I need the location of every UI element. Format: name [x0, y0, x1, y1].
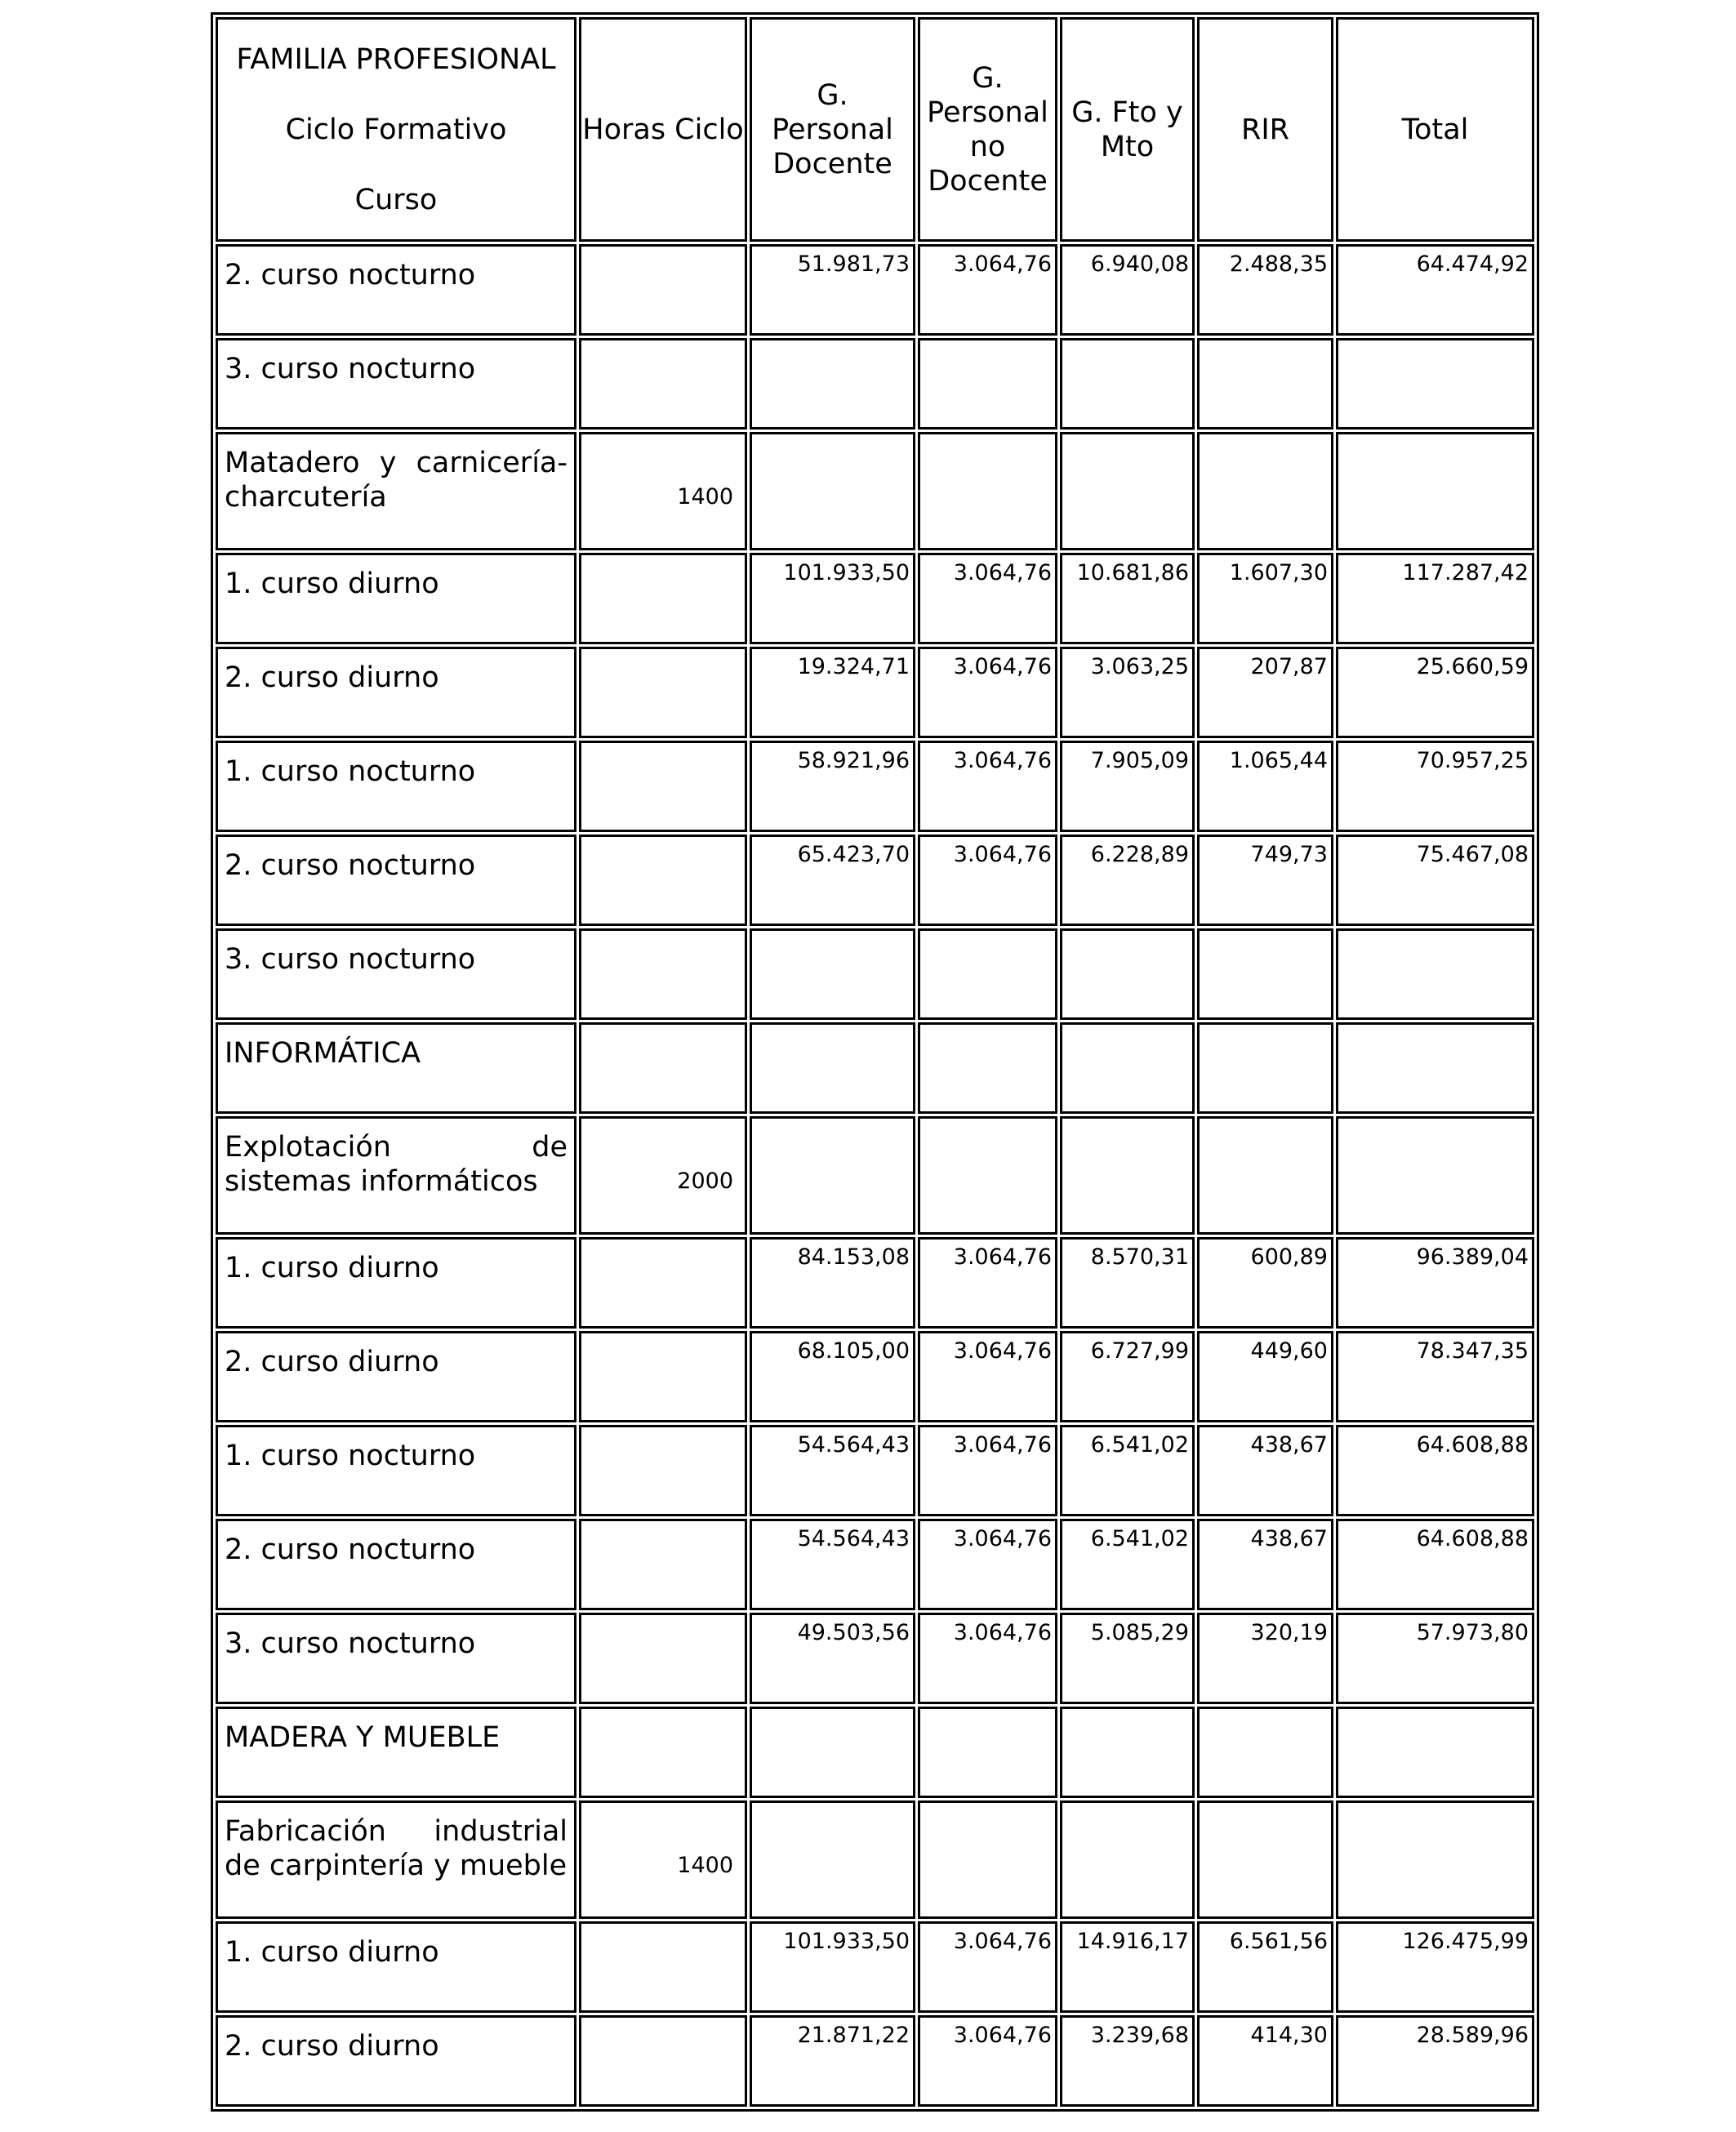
table-row — [216, 1519, 1534, 1610]
gpd-cell: 54.564,43 — [750, 1425, 915, 1516]
row-label: 1. curso diurno — [216, 1921, 576, 2013]
horas-cell: 1400 — [579, 432, 747, 550]
table-row — [216, 835, 1534, 926]
header-total-cell — [1336, 17, 1534, 242]
gpd-cell: 68.105,00 — [750, 1331, 915, 1422]
gfm-cell: 3.063,25 — [1060, 647, 1195, 738]
total-cell — [1336, 928, 1534, 1020]
table-row — [216, 928, 1534, 1020]
gfm-cell: 7.905,09 — [1060, 741, 1195, 832]
total-cell: 96.389,04 — [1336, 1237, 1534, 1329]
gpd-cell: 101.933,50 — [750, 553, 915, 644]
gpd-cell — [750, 1116, 915, 1235]
total-cell: 64.608,88 — [1336, 1425, 1534, 1516]
table-row — [216, 647, 1534, 738]
gpnd-cell: 3.064,76 — [918, 741, 1057, 832]
gpnd-cell: 3.064,76 — [918, 1519, 1057, 1610]
total-cell: 64.474,92 — [1336, 244, 1534, 336]
rir-cell — [1197, 432, 1333, 550]
table-row — [216, 1331, 1534, 1422]
row-label: 1. curso nocturno — [216, 741, 576, 832]
rir-cell: 438,67 — [1197, 1425, 1333, 1516]
row-label: 2. curso diurno — [216, 647, 576, 738]
gpnd-cell — [918, 432, 1057, 550]
gpnd-cell: 3.064,76 — [918, 244, 1057, 336]
row-label: 1. curso diurno — [216, 1237, 576, 1329]
gfm-cell: 5.085,29 — [1060, 1613, 1195, 1704]
rir-cell — [1197, 338, 1333, 430]
gfm-cell: 8.570,31 — [1060, 1237, 1195, 1329]
table-row — [216, 244, 1534, 336]
total-cell: 117.287,42 — [1336, 553, 1534, 644]
row-label: 2. curso diurno — [216, 1331, 576, 1422]
horas-cell — [579, 835, 747, 926]
horas-cell — [579, 1425, 747, 1516]
total-cell: 70.957,25 — [1336, 741, 1534, 832]
header-gpnd-cell — [918, 17, 1057, 242]
total-cell — [1336, 1707, 1534, 1798]
row-label: 2. curso diurno — [216, 2015, 576, 2107]
total-cell: 25.660,59 — [1336, 647, 1534, 738]
horas-cell — [579, 2015, 747, 2107]
gpnd-cell: 3.064,76 — [918, 1613, 1057, 1704]
total-cell — [1336, 338, 1534, 430]
gpnd-cell — [918, 928, 1057, 1020]
gfm-cell: 6.228,89 — [1060, 835, 1195, 926]
table-row — [216, 1425, 1534, 1516]
table-row — [216, 1237, 1534, 1329]
header-gpnd-label: G. Personal no Docente — [927, 61, 1048, 198]
gpd-cell — [750, 1022, 915, 1114]
gfm-cell: 6.541,02 — [1060, 1425, 1195, 1516]
horas-cell — [579, 338, 747, 430]
horas-cell — [579, 928, 747, 1020]
total-cell — [1336, 1022, 1534, 1114]
table-row — [216, 1116, 1534, 1235]
gpd-cell — [750, 338, 915, 430]
total-cell: 75.467,08 — [1336, 835, 1534, 926]
total-cell: 64.608,88 — [1336, 1519, 1534, 1610]
horas-cell — [579, 1707, 747, 1798]
gpnd-cell — [918, 1022, 1057, 1114]
table-row — [216, 1921, 1534, 2013]
gpd-cell: 19.324,71 — [750, 647, 915, 738]
gfm-cell: 6.940,08 — [1060, 244, 1195, 336]
header-gfm-cell — [1060, 17, 1195, 242]
header-total-label: Total — [1401, 113, 1469, 146]
header-familia-label: FAMILIA PROFESIONAL — [236, 42, 556, 76]
horas-cell — [579, 1022, 747, 1114]
gpnd-cell — [918, 338, 1057, 430]
gfm-cell — [1060, 1800, 1195, 1919]
row-label: 2. curso nocturno — [216, 244, 576, 336]
gpd-cell — [750, 928, 915, 1020]
rir-cell: 438,67 — [1197, 1519, 1333, 1610]
horas-cell — [579, 244, 747, 336]
gpnd-cell: 3.064,76 — [918, 1237, 1057, 1329]
gfm-cell — [1060, 1022, 1195, 1114]
horas-cell — [579, 647, 747, 738]
table-row — [216, 1613, 1534, 1704]
gpnd-cell: 3.064,76 — [918, 647, 1057, 738]
row-label: 3. curso nocturno — [216, 1613, 576, 1704]
rir-cell: 2.488,35 — [1197, 244, 1333, 336]
gpd-cell: 51.981,73 — [750, 244, 915, 336]
gpd-cell — [750, 1800, 915, 1919]
budget-table — [211, 12, 1539, 2112]
rir-cell — [1197, 1022, 1333, 1114]
rir-cell: 207,87 — [1197, 647, 1333, 738]
header-gfm-label: G. Fto y Mto — [1071, 96, 1183, 163]
gfm-cell: 14.916,17 — [1060, 1921, 1195, 2013]
row-label: 2. curso nocturno — [216, 1519, 576, 1610]
header-curso-label: Curso — [354, 183, 438, 216]
header-horas-cell — [579, 17, 747, 242]
rir-cell: 749,73 — [1197, 835, 1333, 926]
gfm-cell — [1060, 432, 1195, 550]
table-row — [216, 2015, 1534, 2107]
row-label: 1. curso nocturno — [216, 1425, 576, 1516]
row-label: 1. curso diurno — [216, 553, 576, 644]
gfm-cell: 3.239,68 — [1060, 2015, 1195, 2107]
gpd-cell: 84.153,08 — [750, 1237, 915, 1329]
row-label: INFORMÁTICA — [216, 1022, 576, 1114]
rir-cell: 1.065,44 — [1197, 741, 1333, 832]
gpnd-cell — [918, 1707, 1057, 1798]
gpd-cell: 101.933,50 — [750, 1921, 915, 2013]
total-cell: 57.973,80 — [1336, 1613, 1534, 1704]
table-row — [216, 1022, 1534, 1114]
table-row — [216, 1800, 1534, 1919]
gpd-cell: 65.423,70 — [750, 835, 915, 926]
total-cell: 28.589,96 — [1336, 2015, 1534, 2107]
gfm-cell: 6.541,02 — [1060, 1519, 1195, 1610]
gpnd-cell: 3.064,76 — [918, 1425, 1057, 1516]
gpd-cell: 21.871,22 — [750, 2015, 915, 2107]
gfm-cell — [1060, 338, 1195, 430]
gfm-cell — [1060, 1707, 1195, 1798]
row-label: Fabricación industrial de carpintería y mueble — [216, 1800, 576, 1919]
gpnd-cell: 3.064,76 — [918, 835, 1057, 926]
total-cell: 78.347,35 — [1336, 1331, 1534, 1422]
horas-cell — [579, 741, 747, 832]
gpnd-cell: 3.064,76 — [918, 1331, 1057, 1422]
horas-cell: 1400 — [579, 1800, 747, 1919]
horas-cell — [579, 1613, 747, 1704]
rir-cell — [1197, 1800, 1333, 1919]
row-label: 3. curso nocturno — [216, 928, 576, 1020]
rir-cell — [1197, 1116, 1333, 1235]
gpnd-cell: 3.064,76 — [918, 2015, 1057, 2107]
rir-cell: 600,89 — [1197, 1237, 1333, 1329]
row-label: MADERA Y MUEBLE — [216, 1707, 576, 1798]
gpd-cell: 54.564,43 — [750, 1519, 915, 1610]
total-cell — [1336, 432, 1534, 550]
gpd-cell — [750, 1707, 915, 1798]
rir-cell: 6.561,56 — [1197, 1921, 1333, 2013]
rir-cell: 1.607,30 — [1197, 553, 1333, 644]
horas-cell — [579, 1519, 747, 1610]
gpnd-cell — [918, 1116, 1057, 1235]
gpnd-cell: 3.064,76 — [918, 1921, 1057, 2013]
rir-cell: 449,60 — [1197, 1331, 1333, 1422]
horas-cell — [579, 1237, 747, 1329]
gpnd-cell: 3.064,76 — [918, 553, 1057, 644]
horas-cell — [579, 553, 747, 644]
horas-cell: 2000 — [579, 1116, 747, 1235]
header-row — [216, 17, 1534, 242]
rir-cell — [1197, 1707, 1333, 1798]
total-cell: 126.475,99 — [1336, 1921, 1534, 2013]
gpnd-cell — [918, 1800, 1057, 1919]
row-label: Matadero y carnicería-charcutería — [216, 432, 576, 550]
horas-cell — [579, 1331, 747, 1422]
header-rir-cell — [1197, 17, 1333, 242]
rir-cell: 414,30 — [1197, 2015, 1333, 2107]
header-ciclo-label: Ciclo Formativo — [285, 113, 507, 146]
gfm-cell: 6.727,99 — [1060, 1331, 1195, 1422]
gpd-cell: 49.503,56 — [750, 1613, 915, 1704]
table-row — [216, 741, 1534, 832]
rir-cell — [1197, 928, 1333, 1020]
row-label: Explotación de sistemas informáticos — [216, 1116, 576, 1235]
gfm-cell — [1060, 1116, 1195, 1235]
header-familia-cell — [216, 17, 576, 242]
gpd-cell: 58.921,96 — [750, 741, 915, 832]
gfm-cell: 10.681,86 — [1060, 553, 1195, 644]
total-cell — [1336, 1116, 1534, 1235]
header-horas-label: Horas Ciclo — [582, 113, 744, 146]
row-label: 3. curso nocturno — [216, 338, 576, 430]
table-row — [216, 338, 1534, 430]
total-cell — [1336, 1800, 1534, 1919]
table-row — [216, 432, 1534, 550]
header-gpd-cell — [750, 17, 915, 242]
header-rir-label: RIR — [1241, 113, 1289, 146]
table-row — [216, 1707, 1534, 1798]
row-label: 2. curso nocturno — [216, 835, 576, 926]
header-gpd-label: G. Personal Docente — [772, 78, 893, 180]
rir-cell: 320,19 — [1197, 1613, 1333, 1704]
gpd-cell — [750, 432, 915, 550]
gfm-cell — [1060, 928, 1195, 1020]
horas-cell — [579, 1921, 747, 2013]
table-row — [216, 553, 1534, 644]
